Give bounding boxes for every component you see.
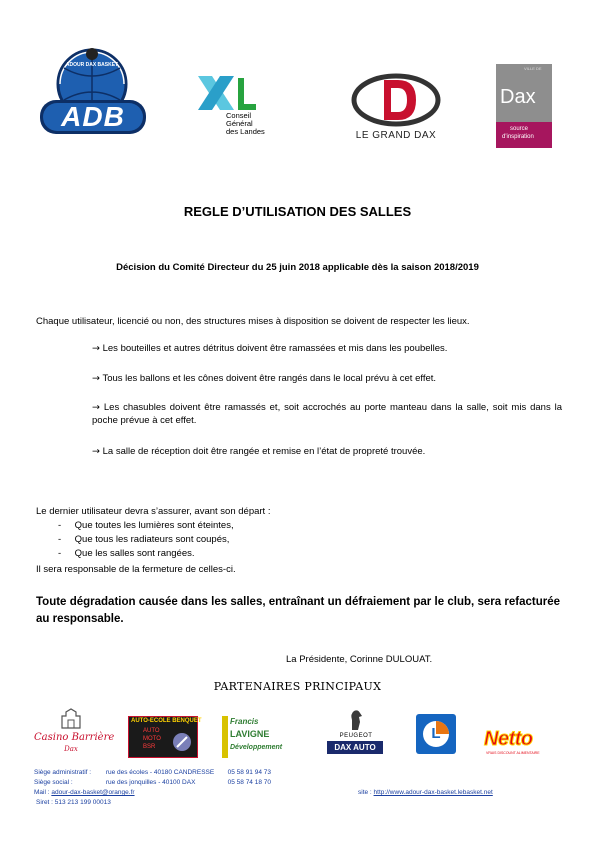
steering-wheel-icon	[171, 731, 193, 753]
auto-ecole-line-3: BSR	[143, 744, 156, 750]
casino-name-1: Casino	[34, 732, 69, 743]
footer-admin-line	[34, 768, 271, 777]
footer-site-label: site :	[358, 789, 372, 796]
rule-item	[92, 342, 562, 355]
casino-barriere-logo	[34, 708, 115, 756]
dax-tagline-1: source	[510, 126, 529, 132]
dash-bullet: -	[58, 534, 62, 545]
page-subtitle: Décision du Comité Directeur du 25 juin 2018 applicable dès la saison 2018/2019	[116, 262, 479, 273]
ville-de-dax-logo	[496, 64, 552, 150]
lavigne-line-2: LAVIGNE	[230, 729, 270, 739]
checklist-item	[58, 533, 229, 547]
netto-tagline: VRAIS DISCOUNT ALIMENTAIRE	[486, 751, 540, 755]
checklist-text: Que les salles sont rangées.	[74, 548, 195, 559]
footer-social-address: rue des jonquilles - 40100 DAX	[105, 779, 196, 786]
auto-ecole-title: AUTO-ECOLE BENQUET	[131, 718, 202, 724]
responsible-line: Il sera responsable de la fermeture de celles-ci.	[36, 564, 236, 575]
footer-admin-phone: 05 58 91 94 73	[227, 769, 271, 776]
francis-lavigne-logo	[222, 716, 298, 758]
checklist-item	[58, 519, 234, 533]
dax-name: Dax	[500, 86, 536, 108]
arrow-icon: →	[92, 373, 100, 384]
rule-item	[92, 401, 562, 427]
peugeot-dax-auto-logo	[326, 708, 386, 758]
landes-line1: Conseil	[226, 111, 252, 120]
footer-social-line	[34, 778, 271, 787]
page-title: REGLE D’UTILISATION DES SALLES	[183, 204, 412, 219]
rule-text: Les bouteilles et autres détritus doivent être ramassées et mis dans les poubelles.	[102, 343, 448, 354]
casino-name-2: Barrière	[71, 732, 115, 743]
footer-mail-link[interactable]: adour-dax-basket@orange.fr	[51, 789, 135, 796]
checklist-item	[58, 547, 195, 561]
adb-logo-arc-text: ADOUR DAX BASKET	[65, 62, 119, 68]
leclerc-logo	[416, 714, 456, 754]
auto-ecole-benquet-logo	[128, 716, 202, 758]
leclerc-letter: L	[431, 725, 441, 742]
arrow-icon: →	[92, 343, 100, 354]
auto-ecole-line-2: MOTO	[143, 736, 161, 742]
grand-dax-text: LE GRAND DAX	[355, 130, 437, 141]
last-user-intro: Le dernier utilisateur devra s’assurer, avant son départ :	[36, 506, 271, 517]
arrow-icon: →	[92, 402, 100, 413]
footer-site-line	[358, 788, 493, 797]
peugeot-dax-auto: DAX AUTO	[327, 741, 383, 754]
rule-item	[92, 372, 562, 385]
landes-line2: Général	[226, 119, 253, 128]
footer-siret: Siret : 513 213 199 00013	[36, 799, 111, 806]
checklist-text: Que tous les radiateurs sont coupés,	[74, 534, 230, 545]
auto-ecole-line-1: AUTO	[143, 728, 160, 734]
footer-social-label: Siège social :	[34, 779, 73, 786]
netto-name: Netto	[484, 728, 533, 750]
peugeot-brand: PEUGEOT	[339, 733, 373, 739]
dash-bullet: -	[58, 520, 62, 531]
partners-title: PARTENAIRES PRINCIPAUX	[213, 680, 382, 693]
footer-mail-line	[34, 788, 135, 797]
footer-mail-label: Mail :	[34, 789, 50, 796]
adb-logo-text: ADB	[61, 101, 125, 132]
rule-text: Tous les ballons et les cônes doivent être rangés dans le local prévu à cet effet.	[102, 373, 437, 384]
intro-paragraph: Chaque utilisateur, licencié ou non, des structures mises à disposition se doivent de respecter les lieux.	[36, 316, 470, 327]
dax-top-text: VILLE DE	[524, 66, 542, 71]
footer-social-phone: 05 58 74 18 70	[227, 779, 271, 786]
footer-site-link[interactable]: http://www.adour-dax-basket.lebasket.net	[373, 789, 493, 796]
rule-item	[92, 445, 562, 458]
rule-text: La salle de réception doit être rangée et remise en l’état de propreté trouvée.	[102, 446, 426, 457]
checklist-text: Que toutes les lumières sont éteintes,	[74, 520, 234, 531]
casino-city: Dax	[64, 745, 78, 753]
damage-notice: Toute dégradation causée dans les salles, entraînant un défraiement par le club, sera refacturée au responsable.	[36, 596, 560, 625]
footer-admin-address: rue des écoles - 40180 CANDRESSE	[105, 769, 215, 776]
netto-logo	[484, 728, 548, 758]
lavigne-line-1: Francis	[230, 717, 259, 726]
dash-bullet: -	[58, 548, 62, 559]
le-grand-dax-logo	[346, 72, 446, 146]
conseil-general-landes-logo	[196, 74, 288, 138]
peugeot-lion-icon	[344, 708, 368, 732]
signature: La Présidente, Corinne DULOUAT.	[286, 654, 433, 665]
adb-logo	[34, 42, 152, 140]
arrow-icon: →	[92, 446, 100, 457]
lavigne-line-3: Développement	[230, 744, 283, 751]
footer-admin-label: Siège administratif :	[34, 769, 92, 776]
landes-line3: des Landes	[226, 127, 265, 136]
dax-tagline-2: d'inspiration	[502, 134, 534, 140]
rule-text: Les chasubles doivent être ramassés et, soit accrochés au porte manteau dans la salle, soit mis dans la poche prévue à cet effet.	[92, 402, 563, 426]
